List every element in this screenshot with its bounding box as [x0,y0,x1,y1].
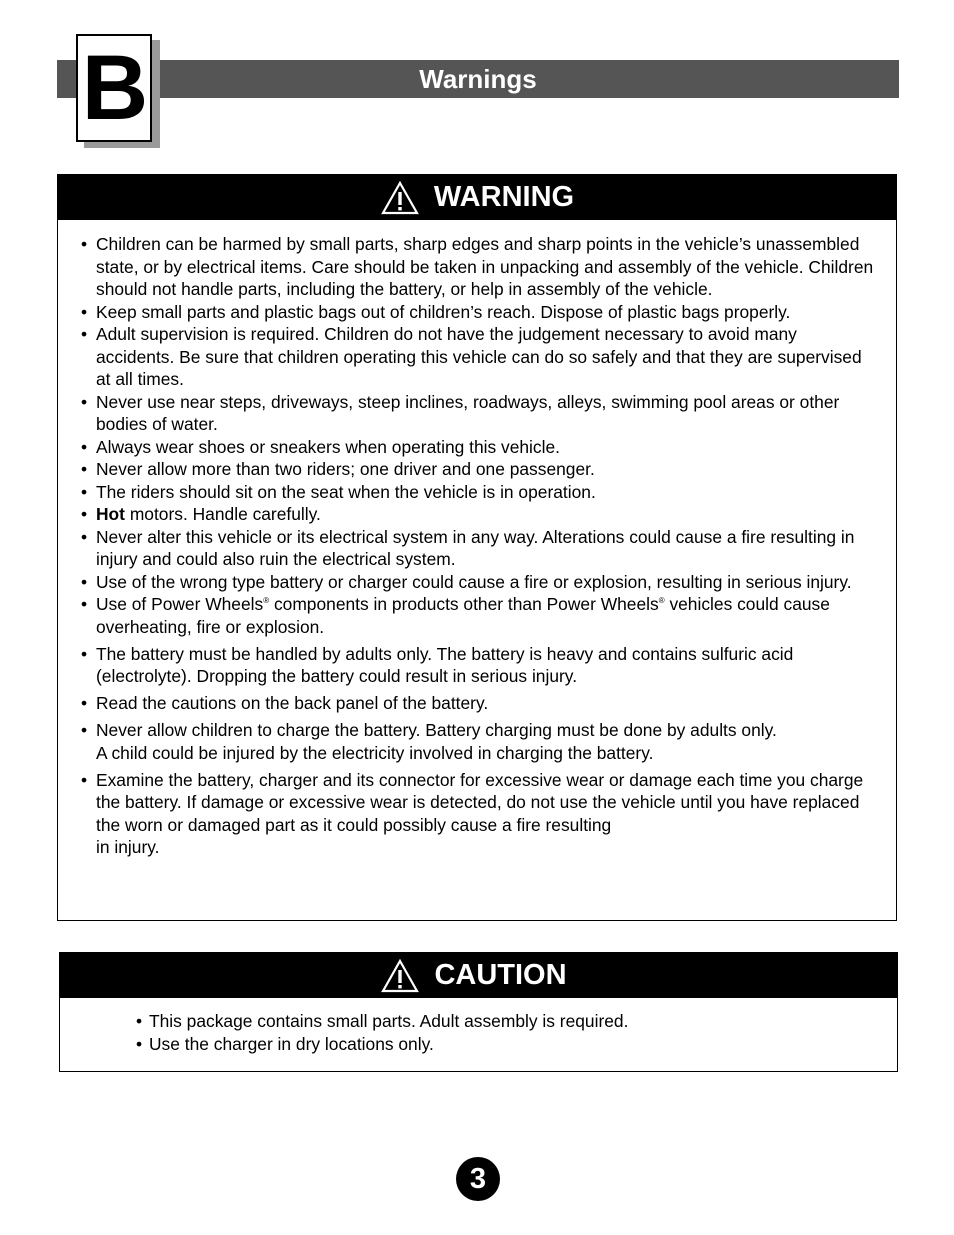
warning-item: • The battery must be handled by adults only. The battery is heavy and contains sulfuric acid (electrolyte). Dropping the battery could result in serious injury. [58,643,876,688]
pw-text-1: Use of Power Wheels [96,594,264,614]
warning-header [58,175,896,220]
warning-item: • Never use near steps, driveways, steep inclines, roadways, alleys, swimming pool areas or other bodies of water. [58,391,876,436]
hot-text: motors. Handle carefully. [124,504,321,524]
page-number: 3 [456,1157,500,1201]
warning-item: • Children can be harmed by small parts, sharp edges and sharp points in the vehicle’s unassembled state, or by electrical items. Care should be taken in unpacking and assembly of the vehicle. Children should not handle parts, including the battery, or help in assembly of the vehicle. [58,233,876,301]
examine-text: Examine the battery, charger and its connector for excessive wear or damage each time you charge the battery. If damage or excessive wear is detected, do not use the vehicle until you have replaced the worn or damaged part as it could possibly cause a fire resulting [96,769,864,835]
section-letter: B [81,37,147,139]
warning-item-power-wheels [58,593,876,638]
caution-box [59,952,898,1072]
warning-title: WARNING [433,181,575,213]
warning-triangle-icon [380,180,420,216]
hot-label: Hot [96,504,125,524]
warning-item: • Always wear shoes or sneakers when operating this vehicle. [58,436,876,459]
warning-item: • Use of the wrong type battery or charger could cause a fire or explosion, resulting in serious injury. [58,571,876,594]
registered-mark: ® [658,596,665,605]
caution-header [60,953,897,998]
warning-item: • Never allow more than two riders; one driver and one passenger. [58,458,876,481]
caution-item: • Use the charger in dry locations only. [60,1033,897,1056]
pw-text-3: vehicles could cause overheating, fire or explosion. [96,594,830,637]
warning-item: • The riders should sit on the seat when the vehicle is in operation. [58,481,876,504]
warning-item-examine [58,769,876,859]
section-letter-box [76,34,152,142]
examine-tail: in injury. [96,837,160,857]
caution-list [60,998,897,1055]
section-title: Warnings [419,64,537,94]
caution-title: CAUTION [434,959,567,991]
charge-line-2: A child could be injured by the electricity involved in charging the battery. [96,742,654,763]
warning-item-charge [58,719,876,764]
charge-line-1: Never allow children to charge the battery. Battery charging must be done by adults only. [96,720,777,740]
warning-item-hot [58,503,876,526]
warning-list [58,220,896,859]
pw-text-2: components in products other than Power Wheels [269,594,659,614]
registered-mark: ® [263,596,270,605]
warning-box [57,174,897,921]
warning-item: • Read the cautions on the back panel of the battery. [58,692,876,715]
warning-triangle-icon [380,958,420,994]
section-header-bar [57,60,899,98]
warning-item: • Never alter this vehicle or its electrical system in any way. Alterations could cause a fire resulting in injury and could also ruin the electrical system. [58,526,876,571]
warning-item: • Adult supervision is required. Children do not have the judgement necessary to avoid many accidents. Be sure that children operating this vehicle can do so safely and that they are supervised at all times. [58,323,876,391]
caution-item: • This package contains small parts. Adult assembly is required. [60,1010,897,1033]
warning-item: • Keep small parts and plastic bags out of children’s reach. Dispose of plastic bags properly. [58,301,876,324]
